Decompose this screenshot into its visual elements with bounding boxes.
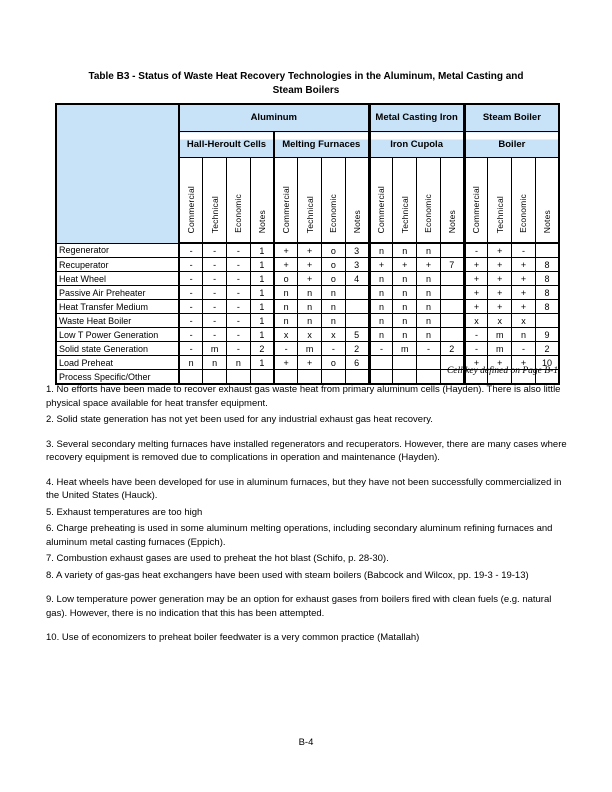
note-cell: 1: [250, 328, 274, 342]
col-header-technical: Technical: [488, 158, 512, 244]
status-cell: n: [393, 314, 417, 328]
note-cell: [440, 286, 464, 300]
status-cell: -: [227, 300, 251, 314]
footnote: 7. Combustion exhaust gases are used to preheat the hot blast (Schifo, p. 28-30).: [46, 553, 389, 564]
status-cell: +: [512, 300, 536, 314]
status-cell: -: [417, 342, 441, 356]
status-cell: n: [393, 243, 417, 258]
status-cell: -: [179, 300, 203, 314]
note-cell: 1: [250, 314, 274, 328]
status-cell: +: [488, 243, 512, 258]
status-cell: -: [203, 258, 227, 272]
status-cell: +: [393, 258, 417, 272]
col-header-economic: Economic: [227, 158, 251, 244]
status-cell: +: [464, 286, 488, 300]
footnote: 2. Solid state generation has not yet been used for any industrial exhaust gas heat recovery.: [46, 414, 433, 425]
col-header-commercial: Commercial: [464, 158, 488, 244]
status-table: [55, 103, 560, 385]
status-cell: o: [322, 272, 346, 286]
status-cell: n: [227, 356, 251, 370]
note-cell: 3: [345, 258, 369, 272]
status-cell: n: [322, 286, 346, 300]
status-cell: +: [417, 258, 441, 272]
footnote: 9. Low temperature power generation may be an option for exhaust gases from boilers fired with clean fuels (e.g. natural gas). However, there is no indication that this has been attempted.: [46, 594, 552, 619]
status-cell: -: [227, 272, 251, 286]
status-cell: -: [203, 328, 227, 342]
row-label: Waste Heat Boiler: [56, 314, 179, 328]
page-title: [0, 70, 612, 98]
table-row: [56, 314, 559, 328]
status-cell: n: [369, 243, 393, 258]
status-cell: +: [298, 356, 322, 370]
status-cell: +: [274, 243, 298, 258]
page-title-line1: Table B3 - Status of Waste Heat Recovery Technologies in the Aluminum, Metal Casting and: [88, 71, 524, 82]
status-cell: o: [274, 272, 298, 286]
note-cell: 10: [535, 356, 559, 370]
status-cell: x: [322, 328, 346, 342]
status-cell: +: [488, 356, 512, 370]
note-cell: 5: [345, 328, 369, 342]
col-header-notes: Notes: [535, 158, 559, 244]
table-body: [56, 243, 559, 384]
col-header-commercial: Commercial: [179, 158, 203, 244]
status-cell: n: [369, 286, 393, 300]
note-cell: [345, 314, 369, 328]
col-header-technical: Technical: [298, 158, 322, 244]
status-cell: m: [488, 328, 512, 342]
status-cell: -: [512, 243, 536, 258]
row-label: Heat Wheel: [56, 272, 179, 286]
status-cell: n: [417, 243, 441, 258]
note-cell: 2: [440, 342, 464, 356]
row-label: Solid state Generation: [56, 342, 179, 356]
col-header-economic: Economic: [417, 158, 441, 244]
note-cell: 2: [250, 342, 274, 356]
footnote: 10. Use of economizers to preheat boiler feedwater is a very common practice (Matallah): [46, 632, 420, 643]
status-cell: +: [464, 356, 488, 370]
subgroup-boiler: Boiler: [464, 132, 559, 158]
status-cell: n: [298, 314, 322, 328]
status-cell: n: [417, 314, 441, 328]
group-header-row: [56, 104, 559, 132]
table-row: [56, 342, 559, 356]
note-cell: [345, 300, 369, 314]
status-cell: +: [298, 272, 322, 286]
status-cell: n: [417, 328, 441, 342]
status-cell: x: [488, 314, 512, 328]
status-cell: n: [322, 300, 346, 314]
status-cell: +: [369, 258, 393, 272]
note-cell: 8: [535, 286, 559, 300]
col-header-notes: Notes: [345, 158, 369, 244]
status-cell: +: [464, 272, 488, 286]
subgroup-melting-furnaces: Melting Furnaces: [274, 132, 369, 158]
status-cell: -: [227, 286, 251, 300]
row-label: Load Preheat: [56, 356, 179, 370]
footnote: 3. Several secondary melting furnaces have installed regenerators and recuperators. However, there are many cases where recovery equipment is removed due to complications in operation and maintenance (Hayden).: [46, 438, 567, 463]
col-header-economic: Economic: [322, 158, 346, 244]
note-cell: [535, 314, 559, 328]
status-cell: +: [512, 272, 536, 286]
status-cell: -: [322, 342, 346, 356]
status-cell: o: [322, 243, 346, 258]
note-cell: [440, 243, 464, 258]
col-header-commercial: Commercial: [369, 158, 393, 244]
table-row: [56, 258, 559, 272]
status-cell: -: [227, 243, 251, 258]
status-cell: n: [393, 300, 417, 314]
status-cell: -: [274, 342, 298, 356]
subgroup-hall-heroult-cells: Hall-Heroult Cells: [179, 132, 274, 158]
note-cell: [440, 314, 464, 328]
col-header-commercial: Commercial: [274, 158, 298, 244]
footnote: 5. Exhaust temperatures are too high: [46, 506, 203, 518]
group-header-aluminum: Aluminum: [179, 104, 369, 132]
note-cell: 6: [345, 356, 369, 370]
note-cell: [440, 272, 464, 286]
status-cell: -: [464, 243, 488, 258]
note-cell: 2: [535, 342, 559, 356]
status-cell: n: [298, 286, 322, 300]
status-cell: n: [298, 300, 322, 314]
status-cell: n: [417, 300, 441, 314]
status-cell: -: [227, 314, 251, 328]
table-caption: Cell key defined on Page B-1: [446, 366, 558, 376]
status-cell: -: [179, 258, 203, 272]
col-header-notes: Notes: [440, 158, 464, 244]
status-cell: n: [417, 286, 441, 300]
status-cell: n: [369, 272, 393, 286]
status-cell: +: [512, 286, 536, 300]
status-cell: n: [274, 300, 298, 314]
status-cell: n: [393, 328, 417, 342]
status-cell: -: [464, 342, 488, 356]
status-cell: -: [227, 342, 251, 356]
status-cell: o: [322, 356, 346, 370]
status-cell: -: [203, 243, 227, 258]
status-cell: x: [274, 328, 298, 342]
status-cell: +: [274, 356, 298, 370]
note-cell: 8: [535, 300, 559, 314]
status-cell: +: [488, 272, 512, 286]
status-cell: m: [488, 342, 512, 356]
status-cell: -: [179, 342, 203, 356]
note-cell: [535, 243, 559, 258]
status-cell: +: [512, 258, 536, 272]
row-label: Process Specific/Other: [56, 370, 179, 385]
note-cell: 2: [345, 342, 369, 356]
footnotes: [46, 383, 570, 648]
table-row: [56, 286, 559, 300]
status-cell: +: [274, 258, 298, 272]
status-cell: -: [203, 300, 227, 314]
status-cell: x: [464, 314, 488, 328]
note-cell: [345, 286, 369, 300]
row-label: Low T Power Generation: [56, 328, 179, 342]
page-title-line2: Steam Boilers: [272, 85, 340, 96]
status-cell: +: [464, 258, 488, 272]
status-cell: +: [488, 286, 512, 300]
subgroup-iron-cupola: Iron Cupola: [369, 132, 464, 158]
status-cell: n: [393, 286, 417, 300]
table-row: [56, 272, 559, 286]
note-cell: 7: [440, 258, 464, 272]
status-cell: -: [179, 286, 203, 300]
status-cell: +: [298, 243, 322, 258]
row-label: Regenerator: [56, 243, 179, 258]
footnote: 4. Heat wheels have been developed for use in aluminum furnaces, but they have not been successfully commercialized in the United States (Hauck).: [46, 476, 562, 501]
note-cell: 1: [250, 356, 274, 370]
status-cell: +: [512, 356, 536, 370]
note-cell: [440, 328, 464, 342]
status-cell: n: [512, 328, 536, 342]
note-cell: 8: [535, 272, 559, 286]
note-cell: 1: [250, 258, 274, 272]
table-row: [56, 328, 559, 342]
footnote: 6. Charge preheating is used in some aluminum melting operations, including secondary aluminum refining furnaces and aluminum metal casting furnaces (Eppich).: [46, 523, 553, 548]
status-cell: o: [322, 258, 346, 272]
row-label: Heat Transfer Medium: [56, 300, 179, 314]
status-cell: -: [227, 328, 251, 342]
col-header-technical: Technical: [203, 158, 227, 244]
col-header-notes: Notes: [250, 158, 274, 244]
status-cell: n: [369, 328, 393, 342]
note-cell: 1: [250, 286, 274, 300]
status-cell: +: [298, 258, 322, 272]
note-cell: 1: [250, 243, 274, 258]
footnote: 1. No efforts have been made to recover exhaust gas waste heat from primary aluminum cells (Hayden). There is also little physical space available for heat transfer equipment.: [46, 384, 561, 409]
status-cell: +: [488, 300, 512, 314]
table-row: [56, 300, 559, 314]
status-cell: m: [298, 342, 322, 356]
status-cell: n: [274, 314, 298, 328]
status-cell: x: [512, 314, 536, 328]
status-cell: +: [488, 258, 512, 272]
row-label: Recuperator: [56, 258, 179, 272]
status-cell: x: [298, 328, 322, 342]
status-cell: -: [512, 342, 536, 356]
col-header-technical: Technical: [393, 158, 417, 244]
status-cell: n: [393, 272, 417, 286]
status-cell: n: [179, 356, 203, 370]
note-cell: 8: [535, 258, 559, 272]
note-cell: 1: [250, 300, 274, 314]
note-cell: [440, 300, 464, 314]
status-cell: -: [179, 243, 203, 258]
status-cell: -: [179, 328, 203, 342]
page-number: B-4: [298, 737, 314, 748]
group-header-metal-casting-iron: Metal Casting Iron: [369, 104, 464, 132]
status-cell: n: [274, 286, 298, 300]
status-cell: +: [464, 300, 488, 314]
status-cell: -: [227, 258, 251, 272]
status-cell: n: [203, 356, 227, 370]
row-label: Passive Air Preheater: [56, 286, 179, 300]
status-cell: n: [417, 272, 441, 286]
status-cell: -: [179, 314, 203, 328]
status-cell: -: [369, 342, 393, 356]
status-cell: -: [203, 286, 227, 300]
status-cell: -: [203, 314, 227, 328]
col-header-economic: Economic: [512, 158, 536, 244]
note-cell: 1: [250, 272, 274, 286]
status-cell: n: [322, 314, 346, 328]
footnote: 8. A variety of gas-gas heat exchangers have been used with steam boilers (Babcock and Wilcox, pp. 19-3 - 19-13): [46, 569, 529, 581]
note-cell: 9: [535, 328, 559, 342]
status-cell: n: [369, 300, 393, 314]
status-cell: m: [393, 342, 417, 356]
status-cell: -: [203, 272, 227, 286]
corner-cell: [56, 104, 179, 243]
note-cell: 3: [345, 243, 369, 258]
status-cell: n: [369, 314, 393, 328]
table-row: [56, 243, 559, 258]
status-cell: m: [203, 342, 227, 356]
status-cell: -: [179, 272, 203, 286]
note-cell: 4: [345, 272, 369, 286]
group-header-steam-boiler: Steam Boiler: [464, 104, 559, 132]
status-cell: -: [464, 328, 488, 342]
